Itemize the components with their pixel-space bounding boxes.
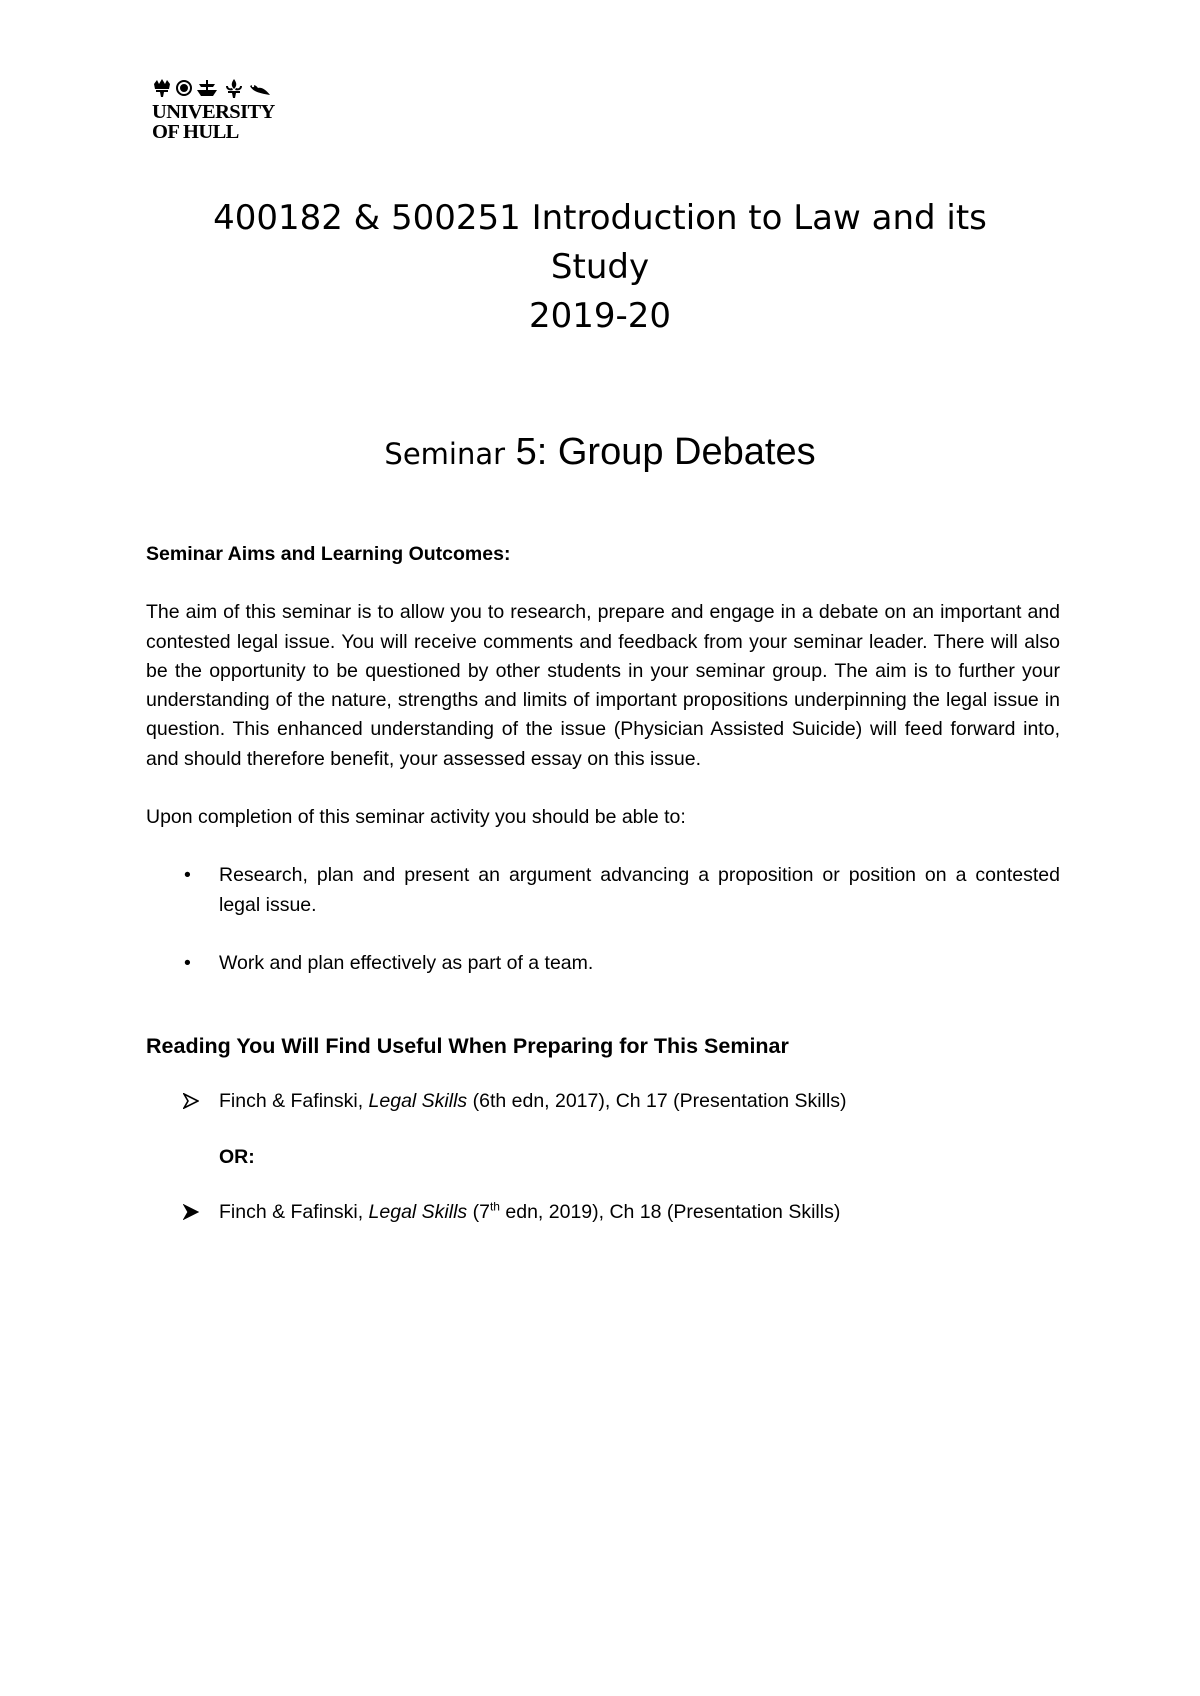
learning-outcomes-list xyxy=(146,861,1060,978)
or-label: OR: xyxy=(219,1145,255,1168)
seminar-title-rest: 5: Group Debates xyxy=(505,431,816,473)
list-item xyxy=(146,1087,1060,1116)
bullet-icon: • xyxy=(184,864,191,887)
bullet-icon: • xyxy=(184,951,191,974)
outcome-text: Work and plan effectively as part of a team. xyxy=(219,951,594,974)
crest-icons xyxy=(152,78,292,100)
seminar-content xyxy=(146,540,1060,1227)
bird-icon xyxy=(250,85,270,95)
course-title-block xyxy=(150,194,1050,341)
arrow-bullet-icon xyxy=(183,1204,199,1220)
reading-edition-open: (7 xyxy=(467,1200,490,1223)
reading-authors: Finch & Fafinski, xyxy=(219,1090,369,1113)
university-logo xyxy=(152,78,312,142)
reading-list-alternative xyxy=(146,1198,1060,1227)
aims-heading: Seminar Aims and Learning Outcomes: xyxy=(146,543,511,565)
reading-book-title: Legal Skills xyxy=(368,1090,468,1113)
ship-icon xyxy=(197,80,217,96)
arrow-bullet-icon xyxy=(183,1093,199,1109)
list-item xyxy=(146,949,1060,978)
list-item xyxy=(146,1198,1060,1227)
reading-book-title: Legal Skills xyxy=(368,1200,468,1223)
upon-completion-text: Upon completion of this seminar activity you should be able to: xyxy=(146,806,686,829)
logo-line-university: UNIVERSITY xyxy=(152,101,275,123)
academic-year: 2019-20 xyxy=(528,296,672,336)
crown-icon xyxy=(154,79,170,97)
reading-list xyxy=(146,1087,1060,1116)
reading-edition-sup: th xyxy=(489,1199,500,1214)
outcome-text: Research, plan and present an argument advancing a proposition or position on a contested legal issue. xyxy=(219,864,1060,916)
logo-wordmark xyxy=(152,102,312,142)
logo-line-of-hull: OF HULL xyxy=(152,121,239,143)
seminar-title-prefix: Seminar xyxy=(384,437,506,471)
list-item xyxy=(146,861,1060,920)
reading-details: edn, 2019), Ch 18 (Presentation Skills) xyxy=(499,1200,841,1223)
fleur-de-lis-icon xyxy=(226,79,242,98)
course-title-line2: Study xyxy=(550,247,650,287)
reading-authors: Finch & Fafinski, xyxy=(219,1200,369,1223)
reading-details: (6th edn, 2017), Ch 17 (Presentation Skills) xyxy=(467,1090,847,1113)
aims-paragraph: The aim of this seminar is to allow you to research, prepare and engage in a debate on an important and contested legal issue. You will receive comments and feedback from your seminar leader. There will also be the opportunity to be questioned by other students in your seminar group. The aim is to further your understanding of the nature, strengths and limits of important propositions underpinning the legal issue in question. This enhanced understanding of the issue (Physician Assisted Suicide) will feed forward into, and should therefore benefit, your assessed essay on this issue. xyxy=(146,601,1060,770)
rose-icon xyxy=(177,81,191,95)
seminar-title xyxy=(150,428,1050,478)
course-title-line1: 400182 & 500251 Introduction to Law and its xyxy=(213,198,987,238)
reading-heading: Reading You Will Find Useful When Preparing for This Seminar xyxy=(146,1034,789,1059)
